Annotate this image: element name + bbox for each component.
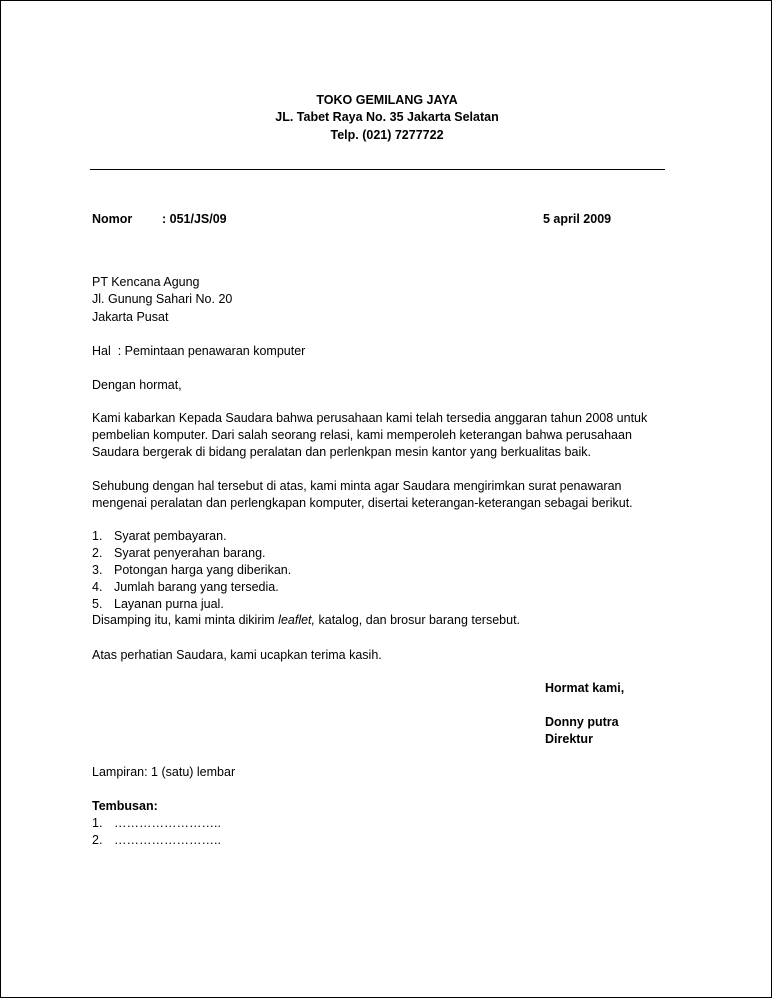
closing-text-end: katalog, dan brosur barang tersebut.: [315, 613, 521, 627]
letterhead-divider: [90, 169, 665, 170]
company-phone: Telp. (021) 7277722: [330, 128, 444, 142]
signature-regards: Hormat kami,: [545, 681, 625, 695]
list-number: 2.: [92, 546, 103, 560]
recipient-street: Jl. Gunung Sahari No. 20: [92, 292, 233, 306]
company-address: JL. Tabet Raya No. 35 Jakarta Selatan: [275, 110, 499, 124]
paragraph-line: pembelian komputer. Dari salah seorang relasi, kami memperoleh keterangan bahwa perusahaan: [92, 428, 632, 442]
signature-title: Direktur: [545, 732, 593, 746]
list-item: [92, 545, 291, 562]
list-item: [92, 562, 291, 579]
list-text: Layanan purna jual.: [114, 597, 224, 611]
list-number: 4.: [92, 580, 103, 594]
list-number: 5.: [92, 597, 103, 611]
paragraph-line: Saudara bergerak di bidang peralatan dan perlenkpan mesin kantor yang berkualitas baik.: [92, 445, 591, 459]
requirements-list: [92, 528, 291, 613]
salutation: Dengan hormat,: [92, 378, 182, 392]
recipient-city: Jakarta Pusat: [92, 310, 169, 324]
list-item: [92, 815, 221, 832]
subject-line: Hal : Pemintaan penawaran komputer: [92, 344, 306, 358]
signature-name: Donny putra: [545, 715, 619, 729]
list-item: [92, 832, 221, 849]
body-paragraph-1: [92, 410, 647, 461]
list-text: Potongan harga yang diberikan.: [114, 563, 292, 577]
letter-date: 5 april 2009: [543, 212, 612, 226]
body-paragraph-2: [92, 478, 633, 512]
paragraph-line: Sehubung dengan hal tersebut di atas, kami minta agar Saudara mengirimkan surat penawaran: [92, 479, 622, 493]
list-text: Jumlah barang yang tersedia.: [114, 580, 279, 594]
number-value: : 051/JS/09: [162, 212, 227, 226]
list-text: ……………………..: [114, 833, 221, 847]
company-name: TOKO GEMILANG JAYA: [316, 93, 458, 107]
list-number: 3.: [92, 563, 103, 577]
recipient-name: PT Kencana Agung: [92, 275, 200, 289]
list-text: ……………………..: [114, 816, 221, 830]
closing-text-start: Disamping itu, kami minta dikirim: [92, 613, 279, 627]
list-number: 1.: [92, 816, 103, 830]
copies-list: [92, 815, 221, 849]
number-label: Nomor: [92, 212, 133, 226]
closing-text-italic: leaflet,: [278, 613, 316, 627]
thanks-line: Atas perhatian Saudara, kami ucapkan terima kasih.: [92, 648, 382, 662]
copies-label: Tembusan:: [92, 799, 158, 813]
list-item: [92, 579, 291, 596]
list-text: Syarat penyerahan barang.: [114, 546, 266, 560]
paragraph-line: mengenai peralatan dan perlengkapan komputer, disertai keterangan-keterangan sebagai berikut.: [92, 496, 633, 510]
closing-request: [92, 612, 520, 629]
list-item: [92, 596, 291, 613]
list-item: [92, 528, 291, 545]
attachment-line: Lampiran: 1 (satu) lembar: [92, 765, 236, 779]
list-number: 2.: [92, 833, 103, 847]
list-text: Syarat pembayaran.: [114, 529, 227, 543]
paragraph-line: Kami kabarkan Kepada Saudara bahwa perusahaan kami telah tersedia anggaran tahun 2008 untuk: [92, 411, 648, 425]
list-number: 1.: [92, 529, 103, 543]
